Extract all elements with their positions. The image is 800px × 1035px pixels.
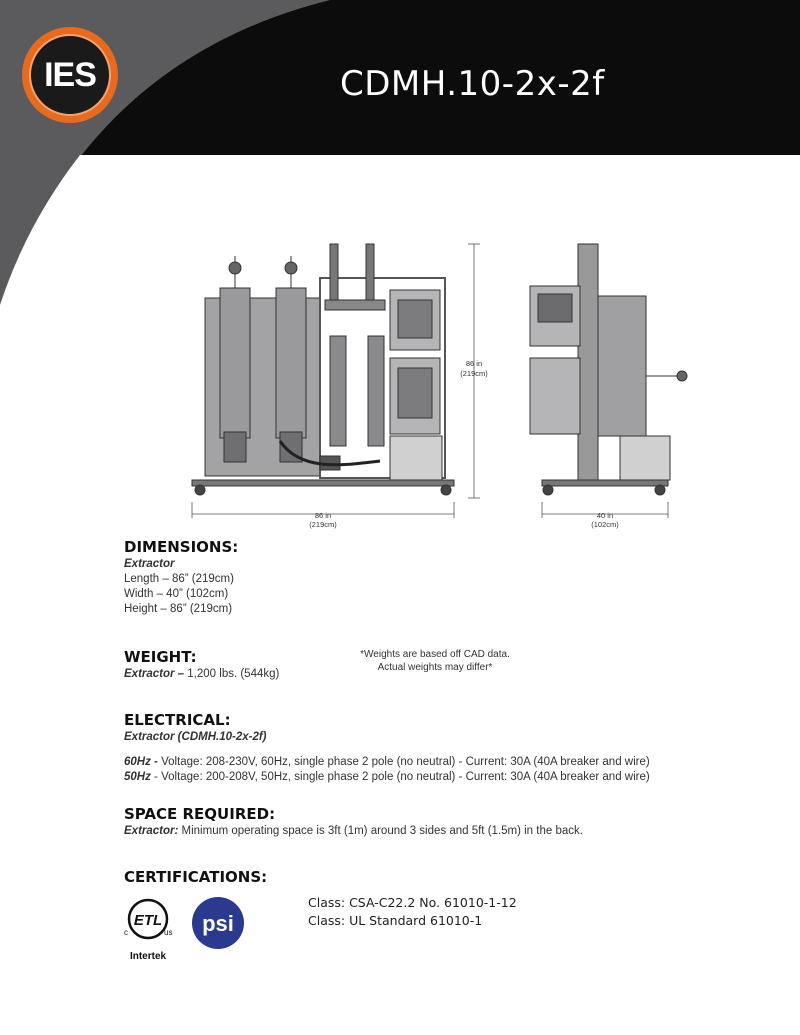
cert-class-ul: Class: UL Standard 61010-1	[308, 913, 483, 928]
dimension-height: Height – 86” (219cm)	[124, 603, 233, 615]
header-banner	[0, 0, 800, 155]
weight-value: 1,200 lbs. (544kg)	[184, 668, 280, 680]
space-label: Extractor:	[124, 825, 179, 837]
weight-note-line1: *Weights are based off CAD data.	[360, 649, 510, 660]
weight-label: Extractor –	[124, 668, 185, 680]
front-width-metric: (219cm)	[309, 520, 337, 529]
electrical-50hz-label: 50Hz	[124, 771, 151, 783]
electrical-50hz-text: - Voltage: 200-208V, 50Hz, single phase 2 pole (no neutral) - Current: 30A (40A breaker and wire)	[150, 771, 650, 783]
space-heading: SPACE REQUIRED:	[124, 805, 276, 823]
psi-logo	[192, 897, 244, 949]
ies-logo	[22, 27, 118, 123]
etl-us-text: us	[164, 928, 173, 937]
weight-note	[350, 648, 520, 674]
side-width-metric: (102cm)	[591, 520, 619, 529]
space-text: Minimum operating space is 3ft (1m) around 3 sides and 5ft (1.5m) in the back.	[178, 825, 583, 837]
certification-logos	[122, 893, 262, 963]
side-view-drawing	[530, 244, 687, 495]
electrical-heading: ELECTRICAL:	[124, 711, 231, 729]
electrical-60hz-text: Voltage: 208-230V, 60Hz, single phase 2 pole (no neutral) - Current: 30A (40A breaker and wire)	[157, 756, 650, 768]
dimensions-heading: DIMENSIONS:	[124, 538, 239, 556]
page-title: CDMH.10-2x-2f	[340, 64, 605, 104]
front-height-metric: (219cm)	[460, 369, 488, 378]
electrical-subtitle: Extractor (CDMH.10-2x-2f)	[124, 731, 267, 743]
psi-text: psi	[202, 911, 234, 936]
swoosh-tail	[0, 155, 120, 315]
etl-text: ETL	[133, 912, 163, 929]
electrical-60hz	[124, 755, 650, 770]
dimensions-subtitle: Extractor	[124, 558, 175, 570]
side-width-label: 40 in	[596, 511, 614, 520]
cert-class-csa: Class: CSA-C22.2 No. 61010-1-12	[308, 895, 517, 910]
intertek-text: Intertek	[129, 951, 167, 962]
logo-text: IES	[44, 55, 96, 94]
front-height-label: 86 in	[465, 359, 483, 368]
dimension-length: Length – 86” (219cm)	[124, 573, 234, 585]
weight-line	[124, 667, 279, 682]
front-width-label: 86 in	[314, 511, 332, 520]
extractor-drawings	[180, 236, 700, 536]
electrical-50hz	[124, 770, 650, 785]
etl-c-text: c	[124, 928, 128, 937]
weight-heading: WEIGHT:	[124, 648, 197, 666]
certifications-heading: CERTIFICATIONS:	[124, 868, 268, 886]
electrical-60hz-label: 60Hz -	[124, 756, 158, 768]
dimension-width: Width – 40” (102cm)	[124, 588, 229, 600]
etl-intertek-logo	[124, 900, 172, 962]
weight-note-line2: Actual weights may differ*	[377, 662, 493, 673]
front-view-drawing	[192, 244, 454, 495]
space-line	[124, 824, 583, 839]
